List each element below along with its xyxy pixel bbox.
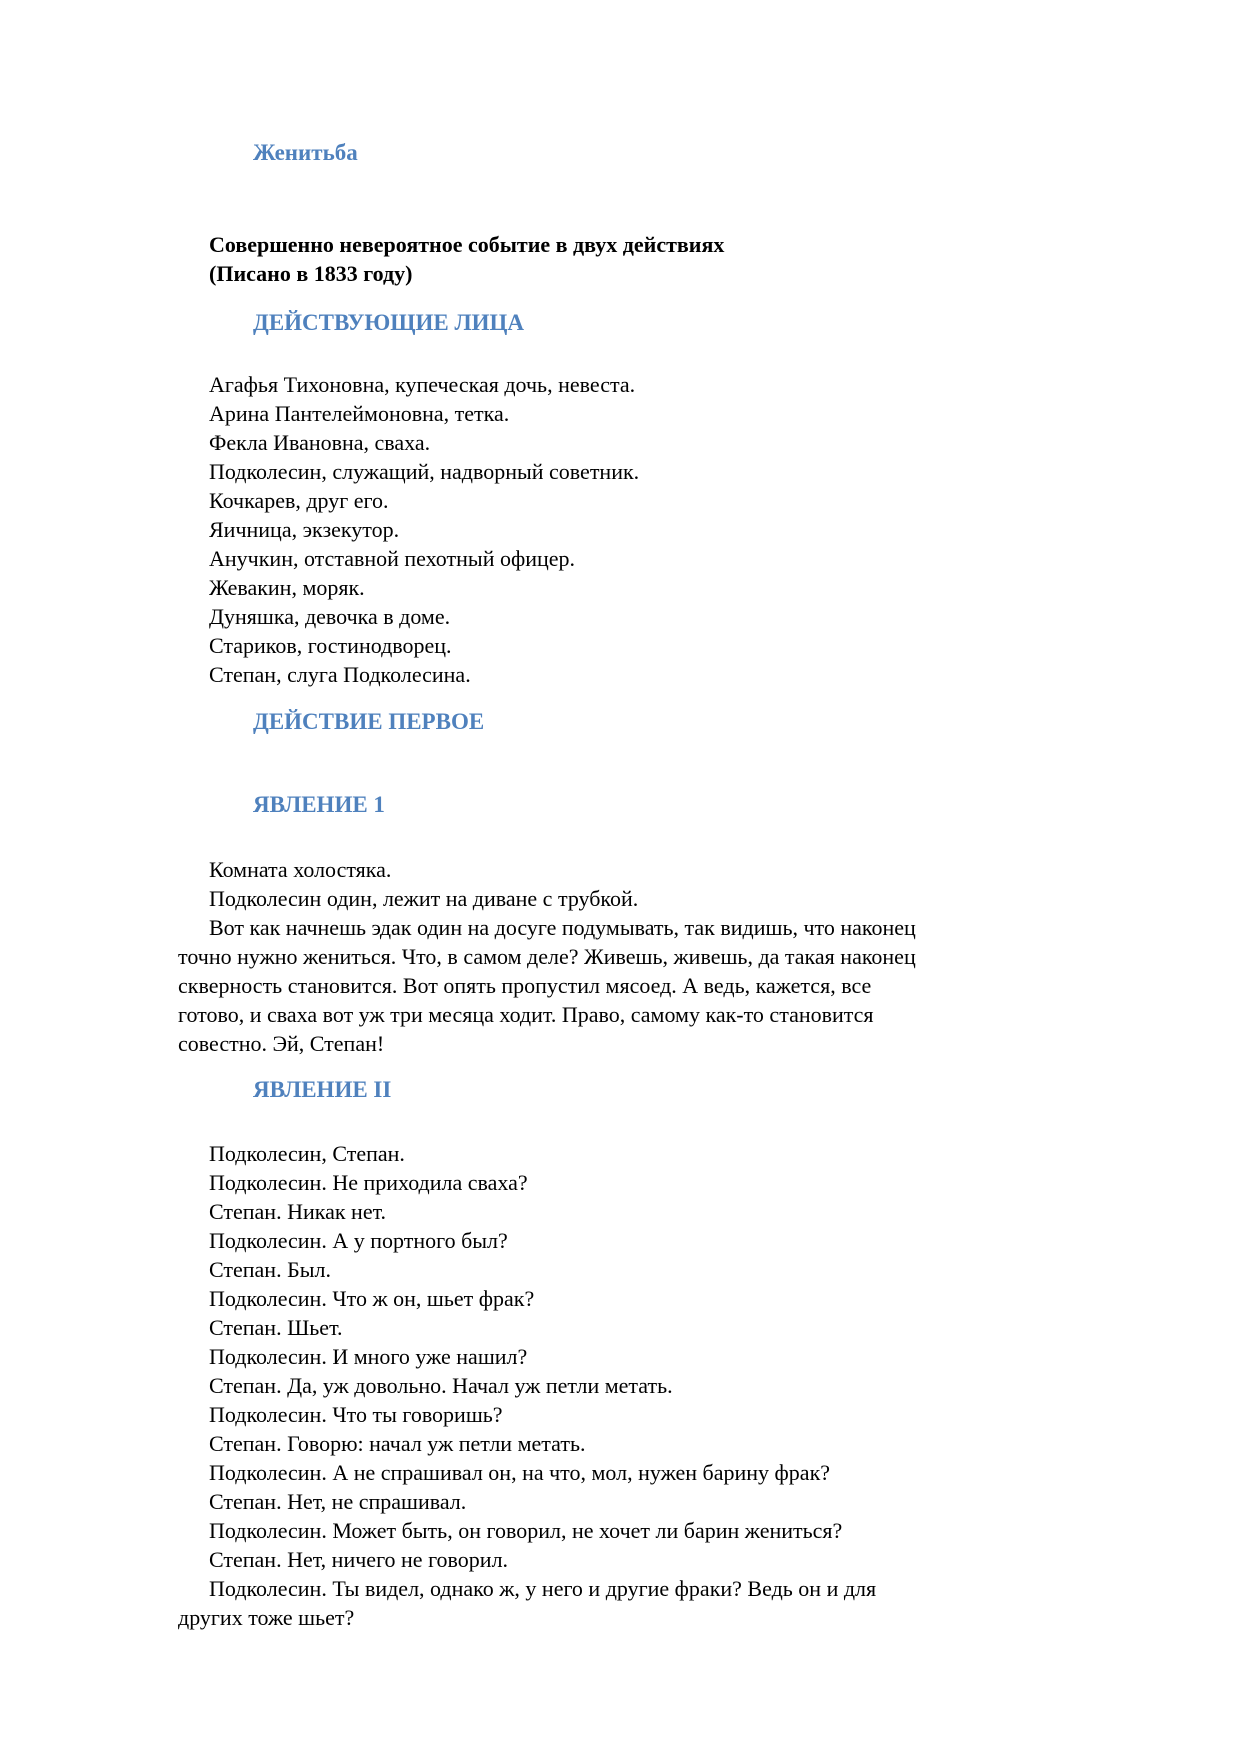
dialogue-line: Степан. Был. — [209, 1257, 331, 1282]
subtitle-line: (Писано в 1833 году) — [209, 261, 413, 286]
monologue-line: точно нужно жениться. Что, в самом деле? Живешь, живешь, да такая наконец — [178, 944, 916, 969]
stage-direction: Комната холостяка. — [209, 857, 392, 882]
dialogue-line: Подколесин, Степан. — [209, 1141, 405, 1166]
dialogue-line: Подколесин. Может быть, он говорил, не хочет ли барин жениться? — [209, 1518, 843, 1543]
cast-item: Яичница, экзекутор. — [209, 517, 400, 542]
dialogue-line: Подколесин. И много уже нашил? — [209, 1344, 528, 1369]
cast-item: Степан, слуга Подколесина. — [209, 662, 471, 687]
dialogue-line: Подколесин. Не приходила сваха? — [209, 1170, 528, 1195]
cast-item: Анучкин, отставной пехотный офицер. — [209, 546, 576, 571]
cast-item: Дуняшка, девочка в доме. — [209, 604, 451, 629]
scene2-heading: ЯВЛЕНИЕ II — [253, 1077, 392, 1102]
cast-item: Фекла Ивановна, сваха. — [209, 430, 431, 455]
document-title: Женитьба — [253, 140, 358, 165]
dialogue-line: Подколесин. А у портного был? — [209, 1228, 508, 1253]
monologue-line: скверность становится. Вот опять пропустил мясоед. А ведь, кажется, все — [178, 973, 872, 998]
dialogue-line: Степан. Да, уж довольно. Начал уж петли метать. — [209, 1373, 673, 1398]
cast-item: Кочкарев, друг его. — [209, 488, 389, 513]
cast-item: Агафья Тихоновна, купеческая дочь, невеста. — [209, 372, 636, 397]
subtitle-line: Совершенно невероятное событие в двух действиях — [209, 232, 725, 257]
dialogue-line: Подколесин. Что ж он, шьет фрак? — [209, 1286, 535, 1311]
monologue-line: Вот как начнешь эдак один на досуге подумывать, так видишь, что наконец — [209, 915, 916, 940]
dialogue-line: Степан. Нет, не спрашивал. — [209, 1489, 467, 1514]
dialogue-line: других тоже шьет? — [178, 1605, 355, 1630]
cast-item: Арина Пантелеймоновна, тетка. — [209, 401, 510, 426]
monologue-line: совестно. Эй, Степан! — [178, 1031, 385, 1056]
dialogue-line: Степан. Никак нет. — [209, 1199, 387, 1224]
cast-item: Стариков, гостинодворец. — [209, 633, 452, 658]
cast-item: Жевакин, моряк. — [209, 575, 365, 600]
scene1-heading: ЯВЛЕНИЕ 1 — [253, 792, 385, 817]
dialogue-line: Подколесин. Что ты говоришь? — [209, 1402, 503, 1427]
dialogue-line: Степан. Нет, ничего не говорил. — [209, 1547, 509, 1572]
dialogue-line: Степан. Говорю: начал уж петли метать. — [209, 1431, 586, 1456]
monologue-line: готово, и сваха вот уж три месяца ходит. Право, самому как-то становится — [178, 1002, 874, 1027]
cast-item: Подколесин, служащий, надворный советник. — [209, 459, 640, 484]
dialogue-line: Подколесин. Ты видел, однако ж, у него и другие фраки? Ведь он и для — [209, 1576, 877, 1601]
cast-heading: ДЕЙСТВУЮЩИЕ ЛИЦА — [253, 310, 525, 335]
act-heading: ДЕЙСТВИЕ ПЕРВОЕ — [253, 709, 485, 734]
stage-direction: Подколесин один, лежит на диване с трубкой. — [209, 886, 639, 911]
dialogue-line: Подколесин. А не спрашивал он, на что, мол, нужен барину фрак? — [209, 1460, 831, 1485]
dialogue-line: Степан. Шьет. — [209, 1315, 343, 1340]
